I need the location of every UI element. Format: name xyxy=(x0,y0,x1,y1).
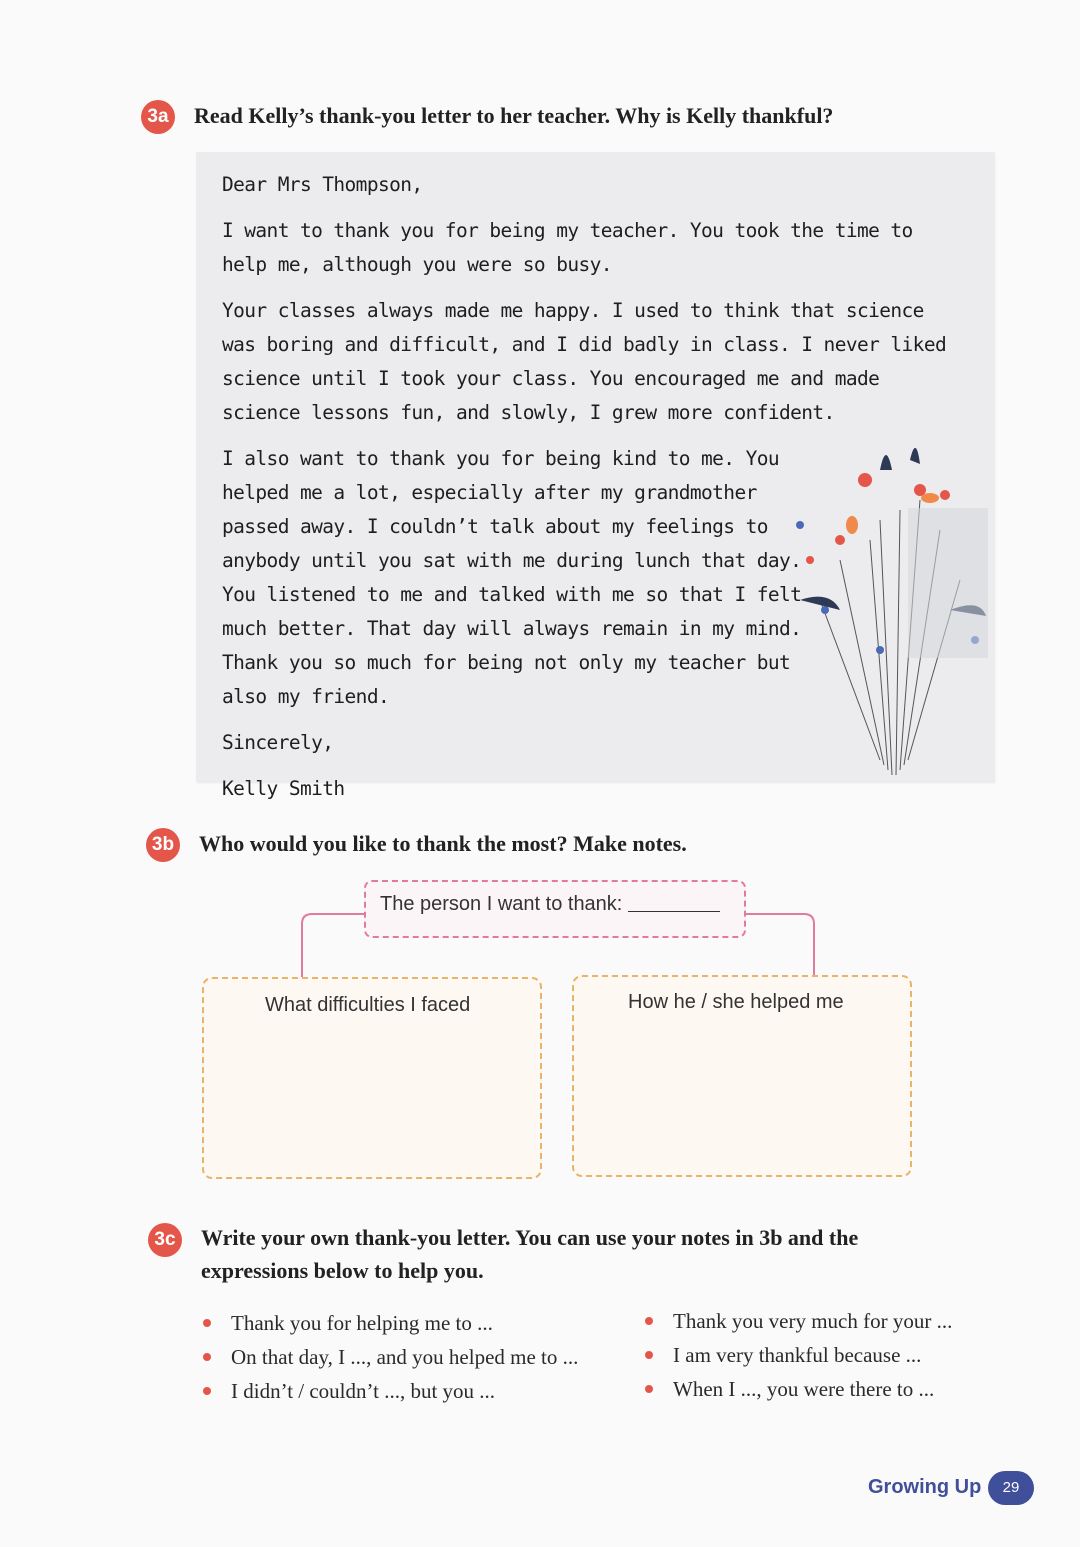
help-label: How he / she helped me xyxy=(628,991,844,1013)
person-prompt-label: The person I want to thank: xyxy=(380,893,623,915)
section-3c-instruction-line-1: Write your own thank-you letter. You can use your notes in 3b and the xyxy=(201,1225,859,1250)
bullet-icon xyxy=(645,1351,653,1359)
difficulties-label: What difficulties I faced xyxy=(265,994,471,1016)
section-3a-badge: 3a xyxy=(141,100,175,134)
bullet-icon xyxy=(203,1319,211,1327)
bullet-icon xyxy=(645,1317,653,1325)
list-item: I didn’t / couldn’t ..., but you ... xyxy=(201,1374,578,1408)
section-3c-instruction-line-2: expressions below to help you. xyxy=(201,1258,484,1283)
person-blank-field[interactable] xyxy=(628,893,720,912)
section-3c-badge: 3c xyxy=(148,1223,182,1257)
list-item: Thank you for helping me to ... xyxy=(201,1306,578,1340)
letter-greeting: Dear Mrs Thompson, xyxy=(222,173,423,196)
letter-signature: Kelly Smith xyxy=(222,777,345,800)
page-number-badge: 29 xyxy=(988,1471,1034,1505)
letter-closing: Sincerely, xyxy=(222,731,334,754)
bullet-icon xyxy=(203,1387,211,1395)
person-prompt xyxy=(380,893,720,916)
section-3b-badge: 3b xyxy=(146,828,180,862)
list-item: When I ..., you were there to ... xyxy=(643,1372,952,1406)
letter-paragraph-2: Your classes always made me happy. I used to think that science was boring and difficult, and I did badly in class. I never liked science until I took your class. You encouraged me and made science lessons fun, and slowly, I grew more confident. xyxy=(222,299,947,424)
bullet-icon xyxy=(645,1385,653,1393)
list-item: Thank you very much for your ... xyxy=(643,1304,952,1338)
expressions-left-list xyxy=(201,1306,578,1408)
expressions-right-list xyxy=(643,1304,952,1406)
bullet-icon xyxy=(203,1353,211,1361)
letter-paragraph-3: I also want to thank you for being kind to me. You helped me a lot, especially after my grandmother passed away. I couldn’t talk about my feelings to anybody until you sat with me during lunch that day. You listened to me and talked with me so that I felt much better. That day will always remain in my mind. Thank you so much for being not only my teacher but also my friend. xyxy=(222,447,802,708)
flower-bouquet-icon xyxy=(780,430,995,780)
letter-paragraph-1: I want to thank you for being my teacher. You took the time to help me, although you were so busy. xyxy=(222,219,913,276)
section-3a-instruction: Read Kelly’s thank-you letter to her teacher. Why is Kelly thankful? xyxy=(194,103,834,128)
section-3b-instruction: Who would you like to thank the most? Make notes. xyxy=(199,831,687,856)
list-item: On that day, I ..., and you helped me to ... xyxy=(201,1340,578,1374)
list-item: I am very thankful because ... xyxy=(643,1338,952,1372)
unit-title: Growing Up xyxy=(868,1476,982,1498)
